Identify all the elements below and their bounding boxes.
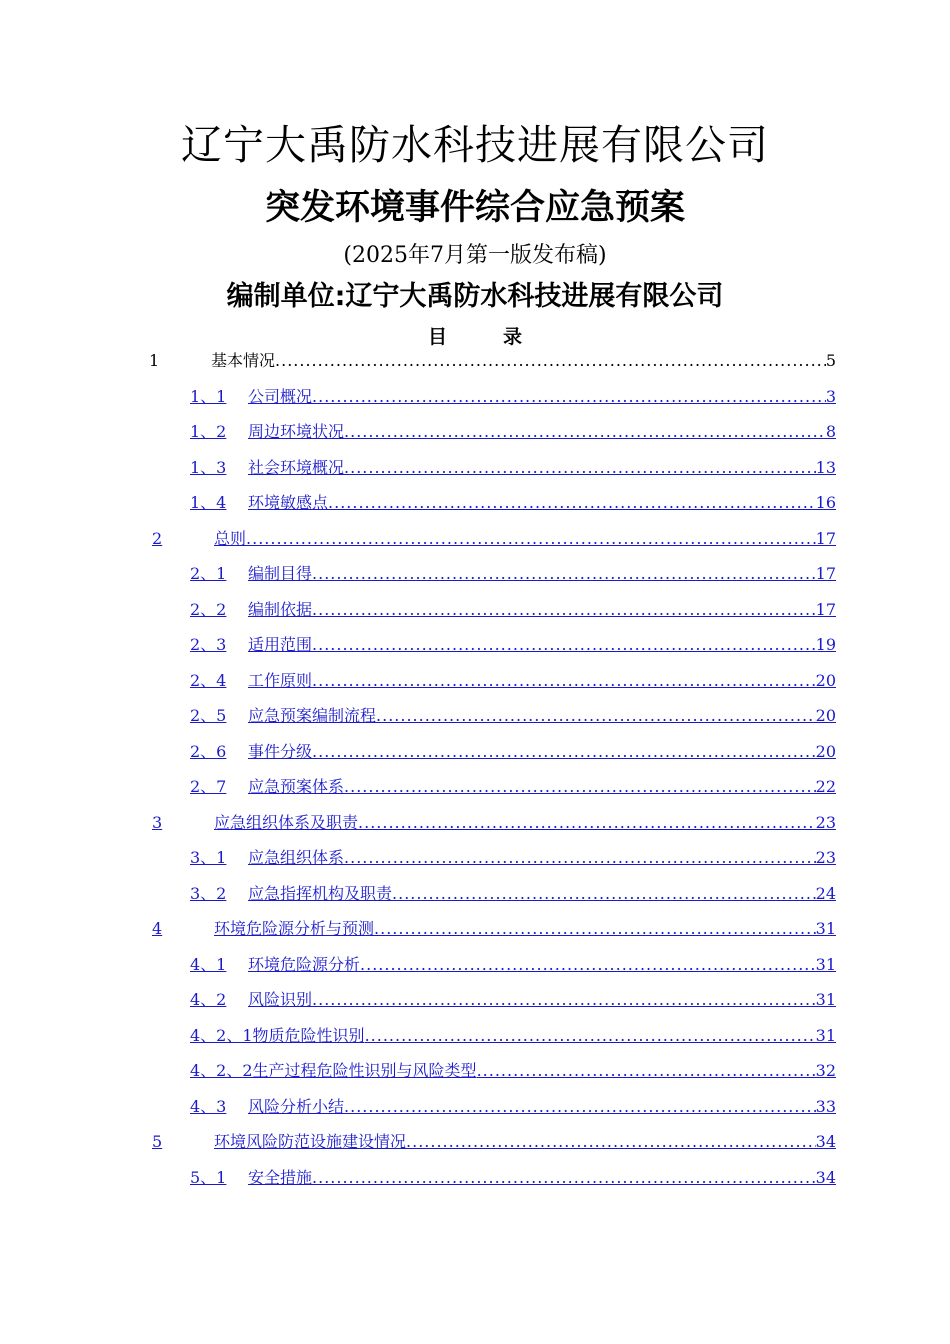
- toc-entry-label: 应急指挥机构及职责: [248, 884, 393, 903]
- toc-entry[interactable]: [190, 845, 836, 871]
- toc-entry-label: 风险识别: [248, 990, 313, 1009]
- toc-entry[interactable]: [190, 561, 836, 587]
- toc-entry[interactable]: [190, 703, 836, 729]
- toc-entry-number: 4、2、1: [190, 1026, 253, 1045]
- toc-entry-number: 1、3: [190, 458, 227, 477]
- toc-entry-number: 2、4: [190, 671, 227, 690]
- toc-leader: [376, 703, 816, 729]
- company-title: 辽宁大禹防水科技进展有限公司: [181, 121, 769, 169]
- toc-leader: [374, 916, 816, 942]
- toc-entry-label: 环境危险源分析: [248, 955, 361, 974]
- toc-entry-number: 2、2: [190, 600, 227, 619]
- toc-entry-page: 33: [815, 1097, 836, 1116]
- toc-entry-label: 周边环境状况: [248, 422, 345, 441]
- toc-entry-label: 基本情况: [211, 351, 276, 370]
- toc-entry[interactable]: [190, 739, 836, 765]
- toc-entry[interactable]: [190, 632, 836, 658]
- toc-entry-number: 2、5: [190, 706, 227, 725]
- toc-leader: [477, 1058, 816, 1084]
- toc-entry[interactable]: [190, 597, 836, 623]
- toc-entry[interactable]: [190, 668, 836, 694]
- toc-entry[interactable]: [190, 1094, 836, 1120]
- toc-entry-page: 23: [815, 813, 836, 832]
- toc-leader: [406, 1129, 816, 1155]
- toc-entry-label: 物质危险性识别: [252, 1026, 365, 1045]
- toc-entry-page: 34: [815, 1168, 836, 1187]
- toc-entry-label: 适用范围: [248, 635, 313, 654]
- toc-entry[interactable]: [149, 348, 836, 374]
- toc-entry-label: 社会环境概况: [248, 458, 345, 477]
- toc-entry-label: 应急预案体系: [248, 777, 345, 796]
- toc-entry-label: 总则: [214, 529, 247, 548]
- toc-entry-page: 32: [815, 1061, 836, 1080]
- toc-leader: [246, 526, 816, 552]
- toc-entry[interactable]: [190, 455, 836, 481]
- toc-leader: [312, 597, 816, 623]
- toc-leader: [312, 1165, 816, 1191]
- toc-leader: [344, 419, 826, 445]
- toc-leader: [344, 774, 816, 800]
- toc-entry-number: 3、1: [190, 848, 227, 867]
- toc-entry[interactable]: [152, 916, 836, 942]
- plan-title: 突发环境事件综合应急预案: [264, 188, 685, 228]
- toc-entry-label: 环境敏感点: [248, 493, 329, 512]
- toc-entry[interactable]: [190, 1023, 836, 1049]
- toc-entry-page: 3: [825, 387, 836, 406]
- toc-entry-page: 23: [815, 848, 836, 867]
- toc-entry[interactable]: [190, 1165, 836, 1191]
- toc-entry-page: 5: [825, 351, 836, 370]
- toc-entry-label: 生产过程危险性识别与风险类型: [252, 1061, 477, 1080]
- toc-entry-label: 工作原则: [248, 671, 313, 690]
- toc-leader: [344, 455, 816, 481]
- toc-entry-number: 3、2: [190, 884, 227, 903]
- toc-entry-page: 31: [815, 1026, 836, 1045]
- toc-entry-page: 31: [815, 919, 836, 938]
- toc-entry-page: 13: [815, 458, 836, 477]
- toc-entry[interactable]: [190, 384, 836, 410]
- toc-entry-number: 2、6: [190, 742, 227, 761]
- toc-entry-page: 31: [815, 955, 836, 974]
- toc-entry[interactable]: [152, 810, 836, 836]
- toc-entry-label: 风险分析小结: [248, 1097, 345, 1116]
- toc-entry-label: 应急预案编制流程: [248, 706, 377, 725]
- toc-entry-number: 1、4: [190, 493, 227, 512]
- toc-entry-number: 1、1: [190, 387, 227, 406]
- toc-entry-page: 17: [815, 564, 836, 583]
- toc-leader: [312, 739, 816, 765]
- toc-entry-page: 31: [815, 990, 836, 1009]
- toc-entry-page: 19: [815, 635, 836, 654]
- toc-leader: [312, 561, 816, 587]
- version-note: (2025年7月第一版发布稿): [343, 243, 607, 268]
- toc-entry[interactable]: [190, 987, 836, 1013]
- toc-entry-number: 2、3: [190, 635, 227, 654]
- toc-leader: [392, 881, 816, 907]
- toc-entry-number: 5、1: [190, 1168, 227, 1187]
- toc-entry-number: 3: [152, 813, 163, 832]
- toc-entry-number: 2: [152, 529, 163, 548]
- toc-leader: [312, 632, 816, 658]
- toc-entry-label: 环境风险防范设施建设情况: [214, 1132, 407, 1151]
- toc-entry-label: 编制目得: [248, 564, 313, 583]
- toc-entry[interactable]: [190, 1058, 836, 1084]
- toc-entry-label: 应急组织体系及职责: [214, 813, 359, 832]
- toc-entry[interactable]: [190, 881, 836, 907]
- toc-entry-page: 24: [815, 884, 836, 903]
- toc-entry-page: 34: [815, 1132, 836, 1151]
- toc-leader: [344, 1094, 816, 1120]
- toc-entry-number: 4、2: [190, 990, 227, 1009]
- toc-entry-number: 1、2: [190, 422, 227, 441]
- toc-entry-number: 4: [152, 919, 163, 938]
- toc-entry[interactable]: [152, 1129, 836, 1155]
- toc-entry-page: 8: [825, 422, 836, 441]
- toc-leader: [312, 668, 816, 694]
- toc-leader: [365, 1023, 816, 1049]
- toc-entry-label: 事件分级: [248, 742, 313, 761]
- toc-leader: [358, 810, 816, 836]
- toc-entry-page: 17: [815, 600, 836, 619]
- toc-entry-page: 22: [815, 777, 836, 796]
- toc-entry-label: 环境危险源分析与预测: [214, 919, 375, 938]
- toc-heading-left: 目: [427, 326, 447, 348]
- toc-entry-label: 安全措施: [248, 1168, 313, 1187]
- toc-entry[interactable]: [152, 526, 836, 552]
- toc-entry-page: 17: [815, 529, 836, 548]
- toc-entry-page: 20: [815, 706, 836, 725]
- toc-entry-number: 5: [152, 1132, 163, 1151]
- toc-entry[interactable]: [190, 419, 836, 445]
- toc-entry[interactable]: [190, 490, 836, 516]
- toc-entry-page: 20: [815, 742, 836, 761]
- toc-entry-label: 应急组织体系: [248, 848, 345, 867]
- toc-leader: [312, 384, 826, 410]
- toc-leader: [312, 987, 816, 1013]
- toc-leader: [275, 348, 826, 374]
- toc-entry-number: 2、1: [190, 564, 227, 583]
- editor-unit: 编制单位:辽宁大禹防水科技进展有限公司: [226, 281, 724, 312]
- toc-entry-number: 4、3: [190, 1097, 227, 1116]
- toc-entry-number: 4、2、2: [190, 1061, 253, 1080]
- toc-heading-right: 录: [503, 326, 523, 348]
- toc-entry[interactable]: [190, 952, 836, 978]
- toc-entry-label: 编制依据: [248, 600, 313, 619]
- toc-entry-page: 20: [815, 671, 836, 690]
- toc-entry-label: 公司概况: [248, 387, 313, 406]
- toc-entry-number: 4、1: [190, 955, 227, 974]
- toc-leader: [360, 952, 816, 978]
- toc-leader: [328, 490, 816, 516]
- toc-leader: [344, 845, 816, 871]
- toc-entry-number: 2、7: [190, 777, 227, 796]
- toc-entry[interactable]: [190, 774, 836, 800]
- toc-entry-number: 1: [149, 351, 160, 370]
- toc-entry-page: 16: [815, 493, 836, 512]
